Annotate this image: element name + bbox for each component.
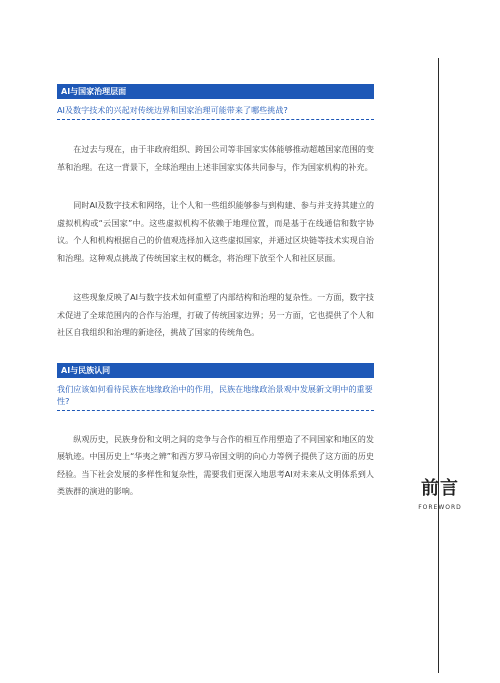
- paragraph: 这些现象反映了AI与数字技术如何重塑了内部结构和治理的复杂性。一方面，数字技术促进了全球范围内的合作与治理，打破了传统国家边界；另一方面，它也提供了个人和社区自我组织和治理的新途径，挑战了国家的传统角色。: [57, 292, 374, 337]
- dashed-divider: [57, 119, 374, 120]
- paragraph: 同时AI及数字技术和网络，让个人和一些组织能够参与到构建、参与并支持其建立的虚拟机构或“云国家”中。这些虚拟机构不依赖于地理位置，而是基于在线通信和数字协议。个人和机构根据自己的价值观选择加入这些虚拟国家，并通过区块链等技术实现自治和治理。这种观点挑战了传统国家主权的概念，将治理下放至个人和社区层面。: [57, 200, 374, 263]
- dashed-divider: [57, 410, 374, 411]
- section-header-identity: AI与民族认同: [57, 363, 374, 378]
- side-title-en: FOREWORD: [418, 504, 462, 511]
- main-content: [57, 84, 374, 501]
- vertical-divider: [438, 58, 439, 673]
- section-header-governance: AI与国家治理层面: [57, 84, 374, 99]
- paragraph: 在过去与现在，由于非政府组织、跨国公司等非国家实体能够推动超越国家范围的变革和治理。在这一背景下，全球治理由上述非国家实体共同参与，作为国家机构的补充。: [57, 144, 374, 172]
- side-title: [410, 477, 470, 511]
- section-question-identity: 我们应该如何看待民族在地缘政治中的作用，民族在地缘政治景观中发展新文明中的重要性?: [57, 383, 373, 406]
- paragraph: 纵观历史，民族身份和文明之间的竞争与合作的相互作用塑造了不同国家和地区的发展轨迹。中国历史上“华夷之辨”和西方罗马帝国文明的向心力等例子提供了这方面的历史经验。当下社会发展的多样性和复杂性，需要我们更深入地思考AI对未来从文明体系到人类族群的演进的影响。: [57, 433, 374, 496]
- side-title-cn: 前言: [421, 478, 459, 499]
- section-question-governance: AI及数字技术的兴起对传统边界和国家治理可能带来了哪些挑战?: [57, 105, 288, 115]
